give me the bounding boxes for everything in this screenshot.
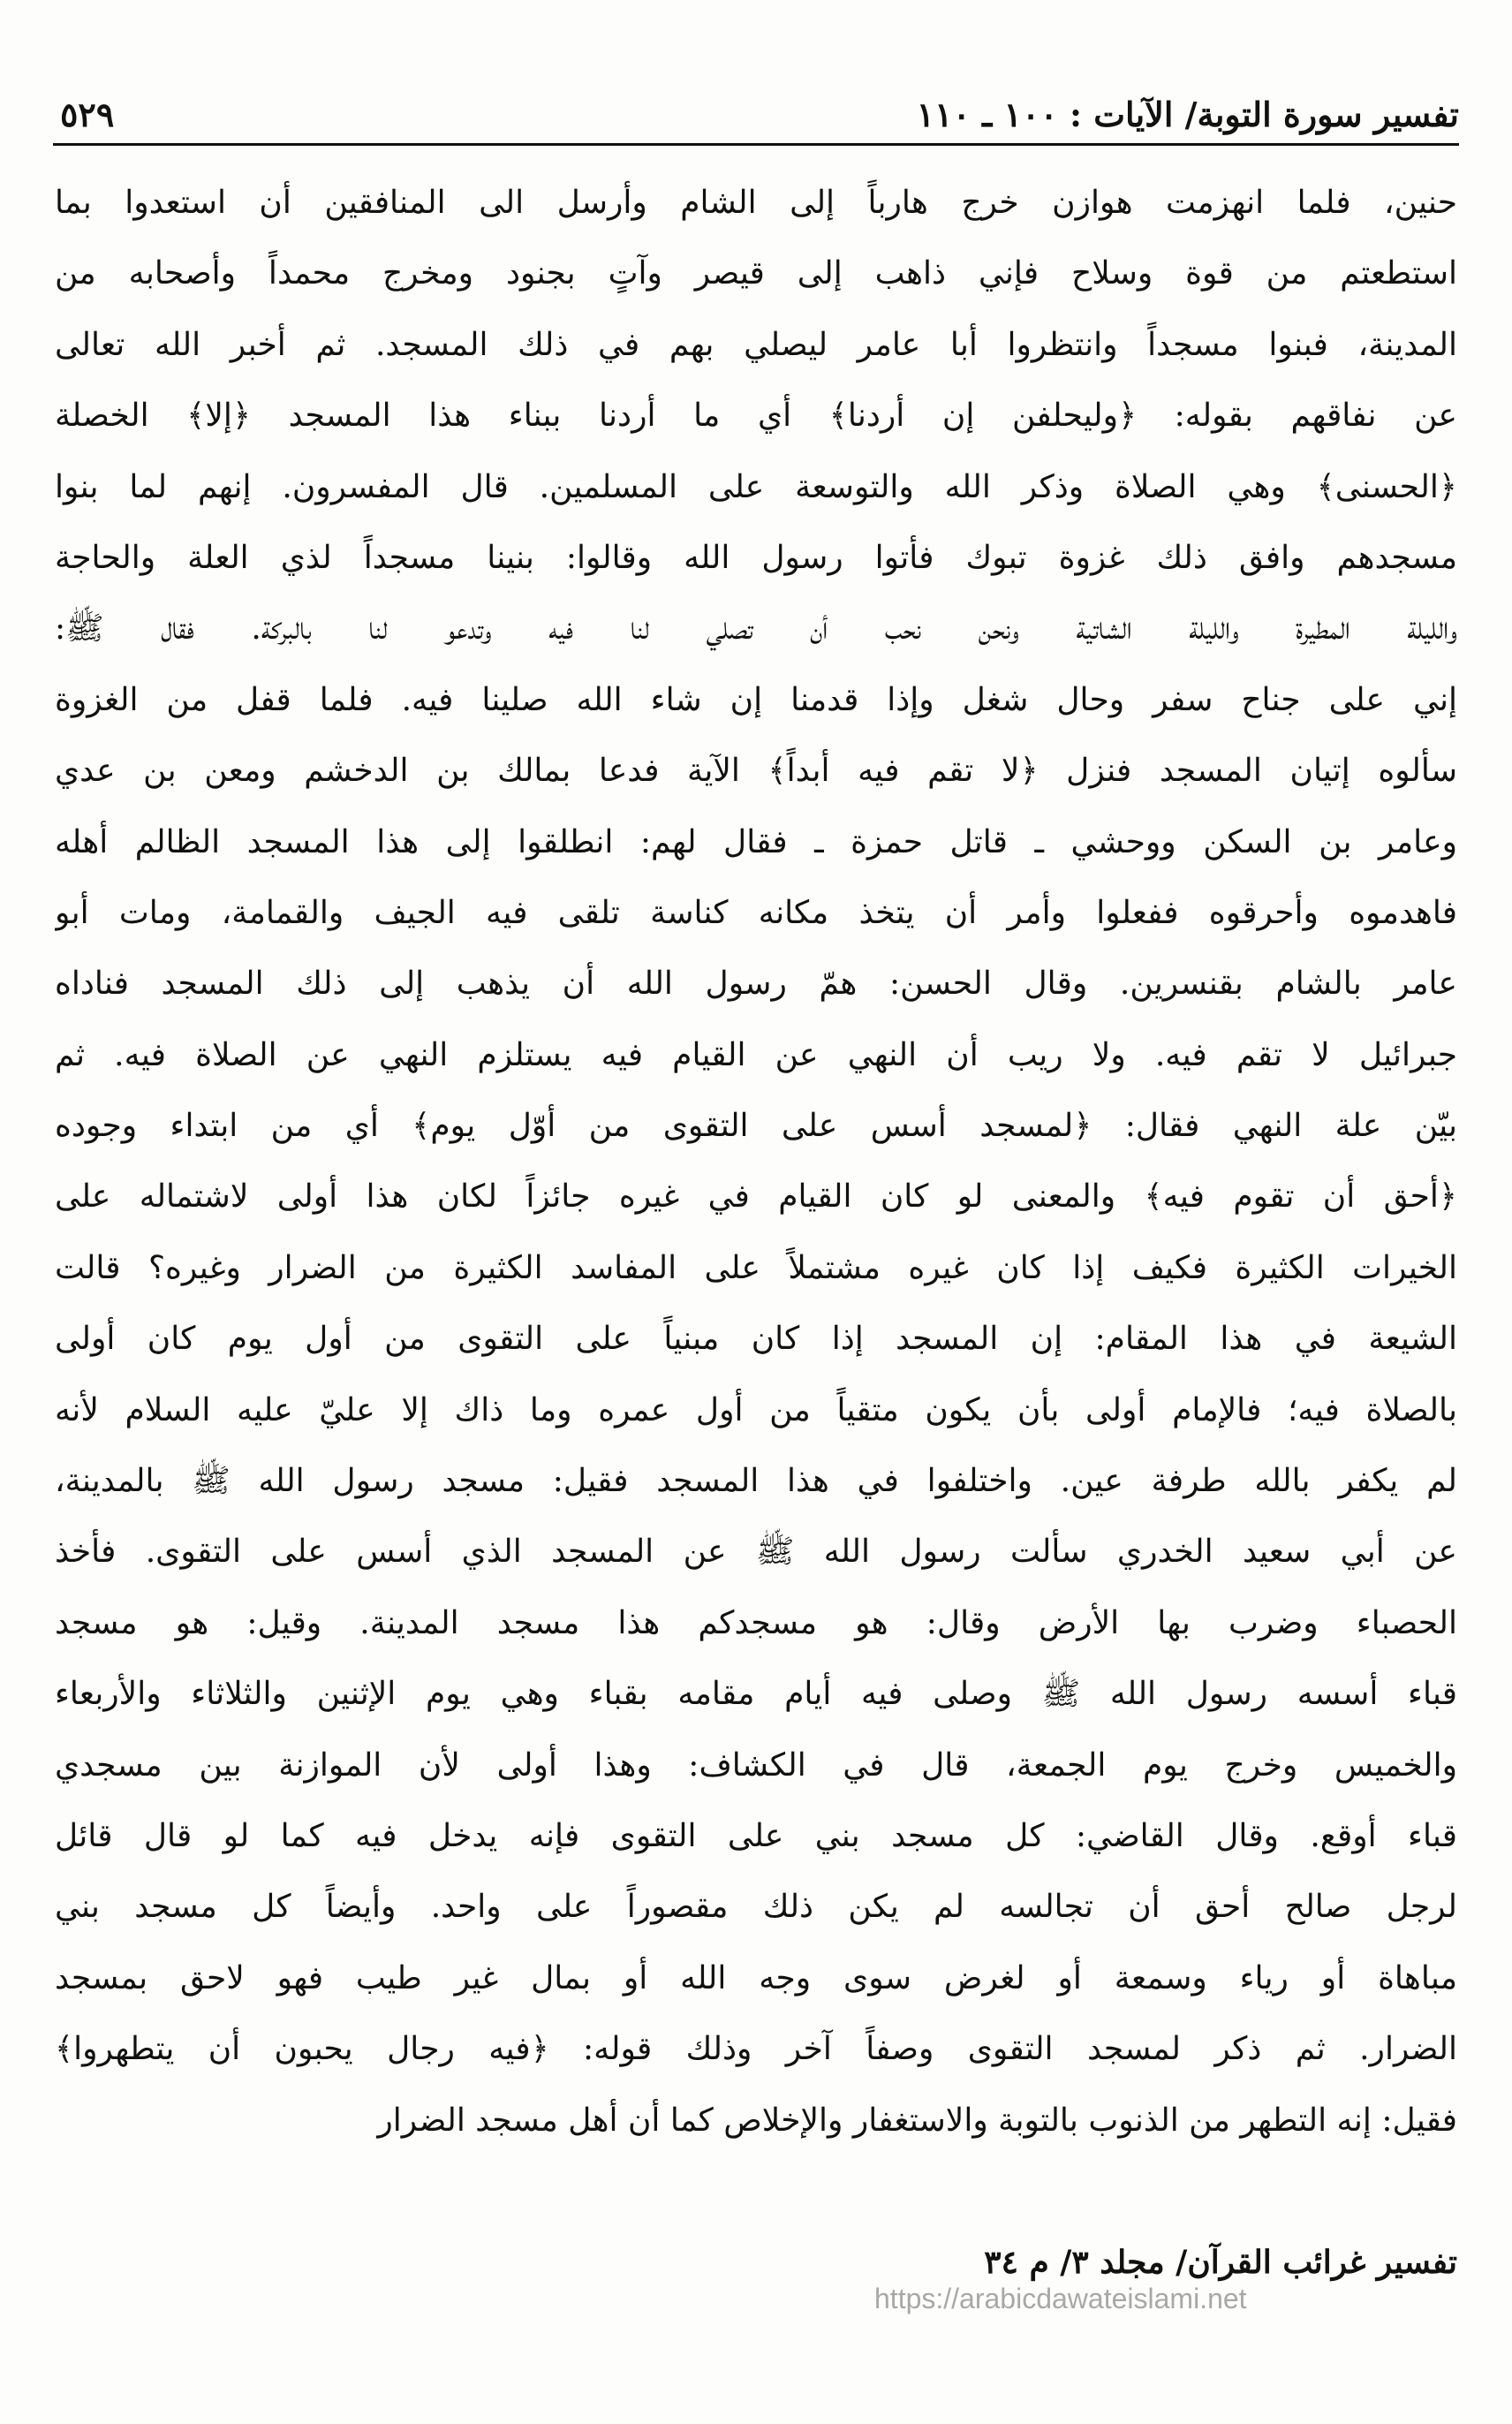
text-line: فقيل: إنه التطهر من الذنوب بالتوبة والاستغفار والإخلاص كما أن أهل مسجد الضرار <box>377 2102 1457 2139</box>
text-line: والخميس وخرج يوم الجمعة، قال في الكشاف: وهذا أولى لأن الموازنة بين مسجدي <box>55 1746 1457 1784</box>
text-line: الضرار. ثم ذكر لمسجد التقوى وصفاً آخر وذلك قوله: ﴿فيه رجال يحبون أن يتطهروا﴾ <box>55 2031 1457 2068</box>
text-line: ﴿الحسنى﴾ وهي الصلاة وذكر الله والتوسعة على المسلمين. قال المفسرون. إنهم لما بنوا <box>55 468 1457 505</box>
text-line: مسجدهم وافق ذلك غزوة تبوك فأتوا رسول الله وقالوا: بنينا مسجداً لذي العلة والحاجة <box>55 539 1457 576</box>
text-line: المدينة، فبنوا مسجداً وانتظروا أبا عامر ليصلي بهم في ذلك المسجد. ثم أخبر الله تعالى <box>55 326 1457 363</box>
text-line: قباء أسسه رسول الله ﷺ وصلى فيه أيام مقامه بقباء وهي يوم الإثنين والثلاثاء والأربعاء <box>55 1676 1457 1713</box>
text-line: عامر بالشام بقنسرين. وقال الحسن: همّ رسول الله أن يذهب إلى ذلك المسجد فناداه <box>55 966 1457 1003</box>
text-line: استطعتم من قوة وسلاح فإني ذاهب إلى قيصر وآتٍ بجنود ومخرج محمداً وأصحابه من <box>55 255 1457 292</box>
text-line: بيّن علة النهي فقال: ﴿لمسجد أسس على التقوى من أوّل يوم﴾ أي من ابتداء وجوده <box>55 1108 1457 1145</box>
text-line: مباهاة أو رياء وسمعة أو لغرض سوى وجه الله أو بمال غير طيب فهو لاحق بمسجد <box>55 1959 1457 1996</box>
text-line: جبرائيل لا تقم فيه. ولا ريب أن النهي عن القيام فيه يستلزم النهي عن الصلاة فيه. ثم <box>55 1036 1457 1073</box>
text-line: الخيرات الكثيرة فكيف إذا كان غيره مشتملاً على المفاسد الكثيرة من الضرار وغيره؟ قالت <box>55 1249 1457 1286</box>
volume-footer: تفسير غرائب القرآن/ مجلد ٣/ م ٣٤ <box>984 2244 1457 2281</box>
text-line: فاهدموه وأحرقوه ففعلوا وأمر أن يتخذ مكانه كناسة تلقى فيه الجيف والقمامة، ومات أبو <box>55 894 1457 931</box>
text-line: الحصباء وضرب بها الأرض وقال: هو مسجدكم هذا مسجد المدينة. وقيل: هو مسجد <box>55 1604 1457 1641</box>
text-line: والليلة المطيرة والليلة الشاتية ونحن نحب أن تصلي لنا فيه وتدعو لنا بالبركة. فقال ﷺ: <box>55 610 1457 648</box>
text-line: بالصلاة فيه؛ فالإمام أولى بأن يكون متقياً من أول عمره وما ذاك إلا عليّ عليه السلام لأنه <box>55 1391 1457 1428</box>
text-line: لرجل صالح أحق أن تجالسه لم يكن ذلك مقصوراً على واحد. وأيضاً كل مسجد بني <box>55 1889 1457 1926</box>
text-line: سألوه إتيان المسجد فنزل ﴿لا تقم فيه أبداً﴾ الآية فدعا بمالك بن الدخشم ومعن بن عدي <box>55 753 1457 790</box>
text-line: قباء أوقع. وقال القاضي: كل مسجد بني على التقوى فإنه يدخل فيه كما لو قال قائل <box>55 1817 1457 1854</box>
text-line: عن نفاقهم بقوله: ﴿وليحلفن إن أردنا﴾ أي ما أردنا ببناء هذا المسجد ﴿إلا﴾ الخصلة <box>55 398 1457 435</box>
text-line: حنين، فلما انهزمت هوازن خرج هارباً إلى الشام وأرسل الى المنافقين أن استعدوا بما <box>55 185 1457 221</box>
text-line: لم يكفر بالله طرفة عين. واختلفوا في هذا المسجد فقيل: مسجد رسول الله ﷺ بالمدينة، <box>55 1463 1457 1500</box>
running-header-title: تفسير سورة التوبة/ الآيات : ١٠٠ ـ ١١٠ <box>916 95 1459 134</box>
running-header <box>53 81 1459 146</box>
text-line: الشيعة في هذا المقام: إن المسجد إذا كان مبنياً على التقوى من أول يوم كان أولى <box>55 1321 1457 1358</box>
page-number: ٥٢٩ <box>60 95 115 134</box>
text-line: وعامر بن السكن ووحشي ـ قاتل حمزة ـ فقال لهم: انطلقوا إلى هذا المسجد الظالم أهله <box>55 823 1457 860</box>
body-text <box>55 168 1457 2156</box>
text-line: عن أبي سعيد الخدري سألت رسول الله ﷺ عن المسجد الذي أسس على التقوى. فأخذ <box>55 1534 1457 1571</box>
text-line: إني على جناح سفر وحال شغل وإذا قدمنا إن شاء الله صلينا فيه. فلما قفل من الغزوة <box>55 681 1457 718</box>
source-watermark: https://arabicdawateislami.net <box>874 2283 1247 2314</box>
text-line: ﴿أحق أن تقوم فيه﴾ والمعنى لو كان القيام في غيره جائزاً لكان هذا أولى لاشتماله على <box>55 1178 1457 1216</box>
